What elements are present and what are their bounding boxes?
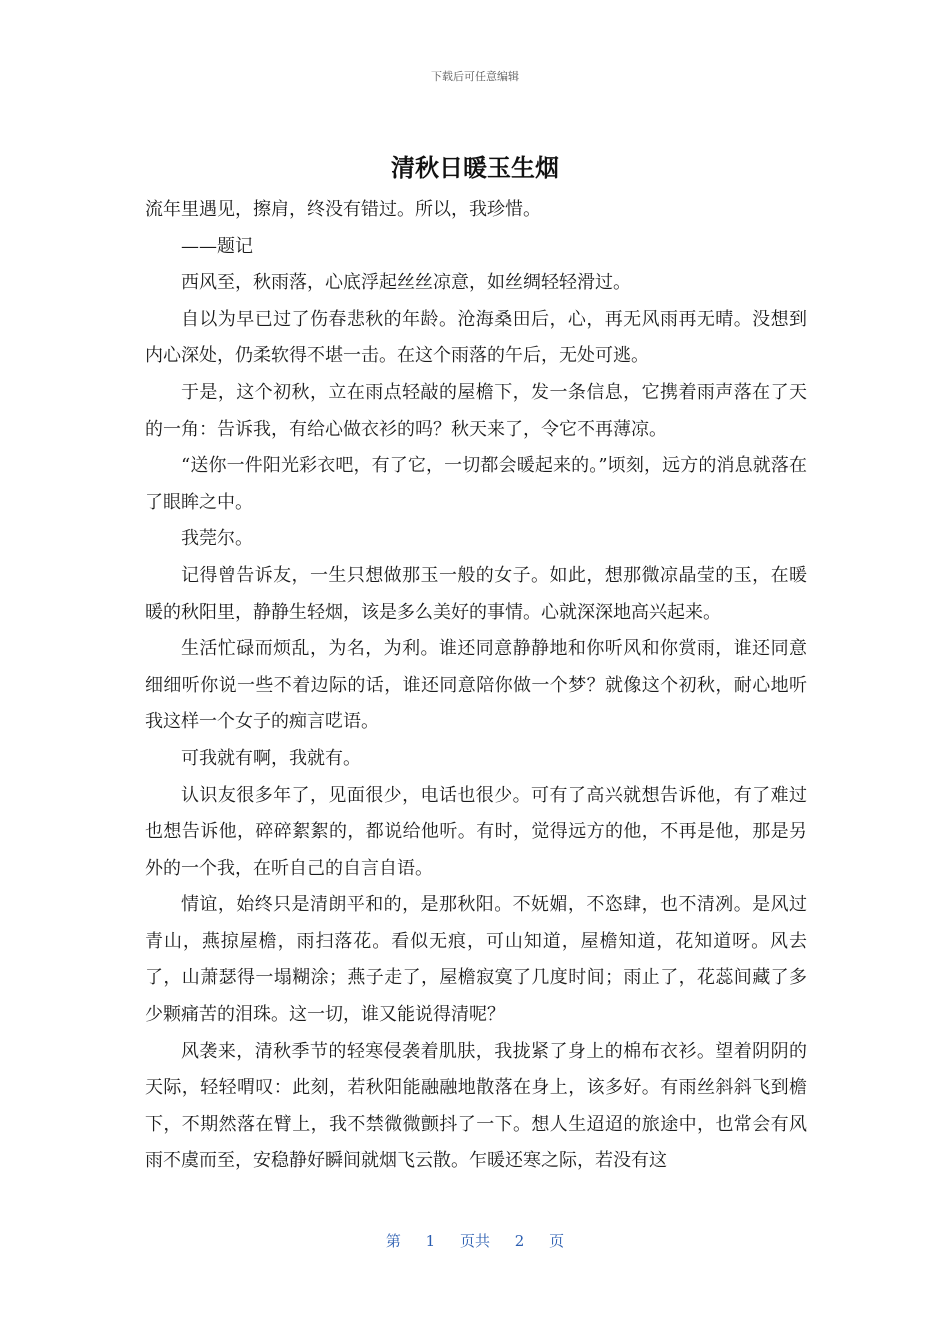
paragraph-13: 风袭来，清秋季节的轻寒侵袭着肌肤，我拢紧了身上的棉布衣衫。望着阴阴的天际，轻轻喟叹：此刻，若秋阳能融融地散落在身上，该多好。有雨丝斜斜飞到檐下，不期然落在臂上，我不禁微微颤抖了一下。想人生迢迢的旅途中，也常会有风雨不虞而至，安稳静好瞬间就烟飞云散。乍暖还寒之际，若没有这: [145, 1040, 807, 1172]
current-page-number: 1: [425, 1232, 436, 1250]
paragraph-4: 自以为早已过了伤春悲秋的年龄。沧海桑田后，心，再无风雨再无晴。没想到内心深处，仍柔软得不堪一击。在这个雨落的午后，无处可逃。: [145, 308, 807, 367]
page-footer: [0, 1230, 950, 1251]
document-body: [145, 192, 807, 1180]
page-label-mid: 页共: [459, 1232, 490, 1250]
paragraph-5: 于是，这个初秋，立在雨点轻敲的屋檐下，发一条信息，它携着雨声落在了天的一角：告诉我，有给心做衣衫的吗？秋天来了，令它不再薄凉。: [145, 381, 807, 440]
header-note: 下载后可任意编辑: [431, 70, 519, 83]
page-label-suffix: 页: [549, 1232, 565, 1250]
paragraph-12: 情谊，始终只是清朗平和的，是那秋阳。不妩媚，不恣肆，也不清冽。是风过青山，燕掠屋檐，雨扫落花。看似无痕，可山知道，屋檐知道，花知道呀。风去了，山萧瑟得一塌糊涂；燕子走了，屋檐寂寞了几度时间；雨止了，花蕊间藏了多少颗痛苦的泪珠。这一切，谁又能说得清呢？: [145, 894, 807, 1026]
page-label-prefix: 第: [385, 1232, 401, 1250]
document-title: 清秋日暖玉生烟: [391, 154, 559, 182]
paragraph-9: 生活忙碌而烦乱，为名，为利。谁还同意静静地和你听风和你赏雨，谁还同意细细听你说一些不着边际的话，谁还同意陪你做一个梦？就像这个初秋，耐心地听我这样一个女子的痴言呓语。: [145, 638, 807, 733]
paragraph-10: 可我就有啊，我就有。: [181, 747, 361, 769]
paragraph-6: “送你一件阳光彩衣吧，有了它，一切都会暖起来的。”顷刻，远方的消息就落在了眼眸之中。: [145, 455, 807, 513]
total-pages-number: 2: [514, 1232, 525, 1250]
paragraph-3: 西风至，秋雨落，心底浮起丝丝凉意，如丝绸轻轻滑过。: [181, 272, 631, 294]
paragraph-1: 流年里遇见，擦肩，终没有错过。所以，我珍惜。: [145, 199, 541, 220]
paragraph-11: 认识友很多年了，见面很少，电话也很少。可有了高兴就想告诉他，有了难过也想告诉他，碎碎絮絮的，都说给他听。有时，觉得远方的他，不再是他，那是另外的一个我，在听自己的自言自语。: [145, 784, 807, 879]
paragraph-2: ——题记: [181, 235, 253, 257]
paragraph-8: 记得曾告诉友，一生只想做那玉一般的女子。如此，想那微凉晶莹的玉，在暖暖的秋阳里，静静生轻烟，该是多么美好的事情。心就深深地高兴起来。: [145, 564, 807, 623]
paragraph-7: 我莞尔。: [181, 528, 253, 550]
